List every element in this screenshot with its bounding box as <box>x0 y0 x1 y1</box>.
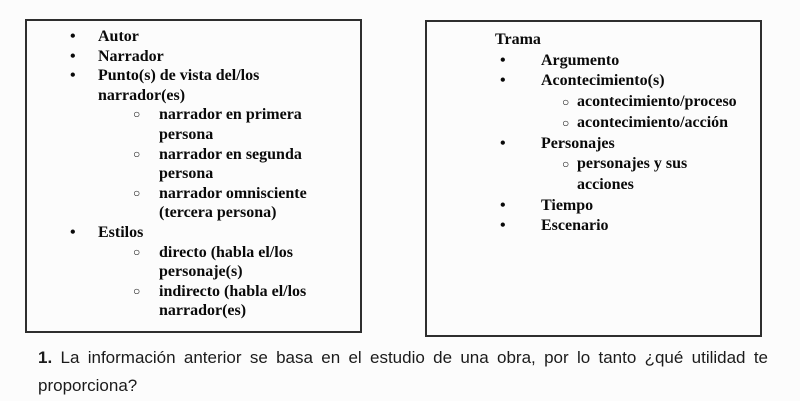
circle-icon: ○ <box>133 146 141 161</box>
list-item-label: Acontecimiento(s) <box>541 72 665 90</box>
list-item <box>27 27 360 47</box>
list-subitem <box>27 184 360 223</box>
list-item-label: Tiempo <box>541 196 594 214</box>
list-item-label: Argumento <box>541 51 620 69</box>
box-header <box>427 30 760 51</box>
list-item <box>27 66 360 105</box>
plot-elements-box <box>425 20 762 337</box>
bullet-icon: • <box>70 28 76 45</box>
list-item <box>27 47 360 67</box>
question-number: 1. <box>38 348 53 367</box>
bullet-icon: • <box>70 67 76 85</box>
bullet-icon: • <box>500 134 506 152</box>
list-item <box>427 196 760 217</box>
list-item-label: Autor <box>98 28 139 45</box>
bullet-icon: • <box>70 47 76 65</box>
list-subitem-label: indirecto (habla el/los narrador(es) <box>159 282 307 320</box>
list-subitem-label: narrador omnisciente (tercera persona) <box>159 184 307 222</box>
list-subitem <box>427 92 760 113</box>
list-item-label: Personajes <box>541 134 615 152</box>
bullet-icon: • <box>70 223 76 241</box>
list-subitem-label: acontecimiento/acción <box>577 113 729 131</box>
circle-icon: ○ <box>133 283 141 298</box>
circle-icon: ○ <box>562 157 570 172</box>
circle-icon: ○ <box>562 95 570 110</box>
list-subitem <box>427 154 760 195</box>
list-item-label: Escenario <box>541 217 609 235</box>
list-item <box>427 134 760 155</box>
list-subitem-label: directo (habla el/los personaje(s) <box>159 243 293 281</box>
bullet-icon: • <box>500 51 506 69</box>
box-header-label: Trama <box>495 31 541 48</box>
circle-icon: ○ <box>133 107 141 122</box>
list-subitem <box>27 282 360 321</box>
list-subitem-label: narrador en primera persona <box>159 106 302 143</box>
list-item <box>427 71 760 92</box>
bullet-icon: • <box>500 72 506 90</box>
list-subitem-label: acontecimiento/proceso <box>577 93 737 111</box>
circle-icon: ○ <box>562 115 570 130</box>
list-subitem <box>27 243 360 282</box>
list-subitem-label: personajes y sus acciones <box>577 155 688 193</box>
list-subitem <box>427 113 760 134</box>
circle-icon: ○ <box>133 244 141 259</box>
list-item-label: Narrador <box>98 47 164 65</box>
question-paragraph <box>38 344 768 399</box>
list-item <box>427 216 760 237</box>
list-item-label: Punto(s) de vista del/los narrador(es) <box>98 67 260 104</box>
narrative-elements-box <box>25 19 362 333</box>
list-item-label: Estilos <box>98 223 144 241</box>
list-item <box>427 51 760 72</box>
question-text: La información anterior se basa en el estudio de una obra, por lo tanto ¿qué utilidad te proporciona? <box>38 348 768 395</box>
bullet-icon: • <box>500 196 506 214</box>
list-item <box>27 223 360 243</box>
list-subitem <box>27 145 360 184</box>
bullet-icon: • <box>500 217 506 235</box>
circle-icon: ○ <box>133 185 141 200</box>
list-subitem <box>27 105 360 144</box>
list-subitem-label: narrador en segunda persona <box>159 145 302 183</box>
